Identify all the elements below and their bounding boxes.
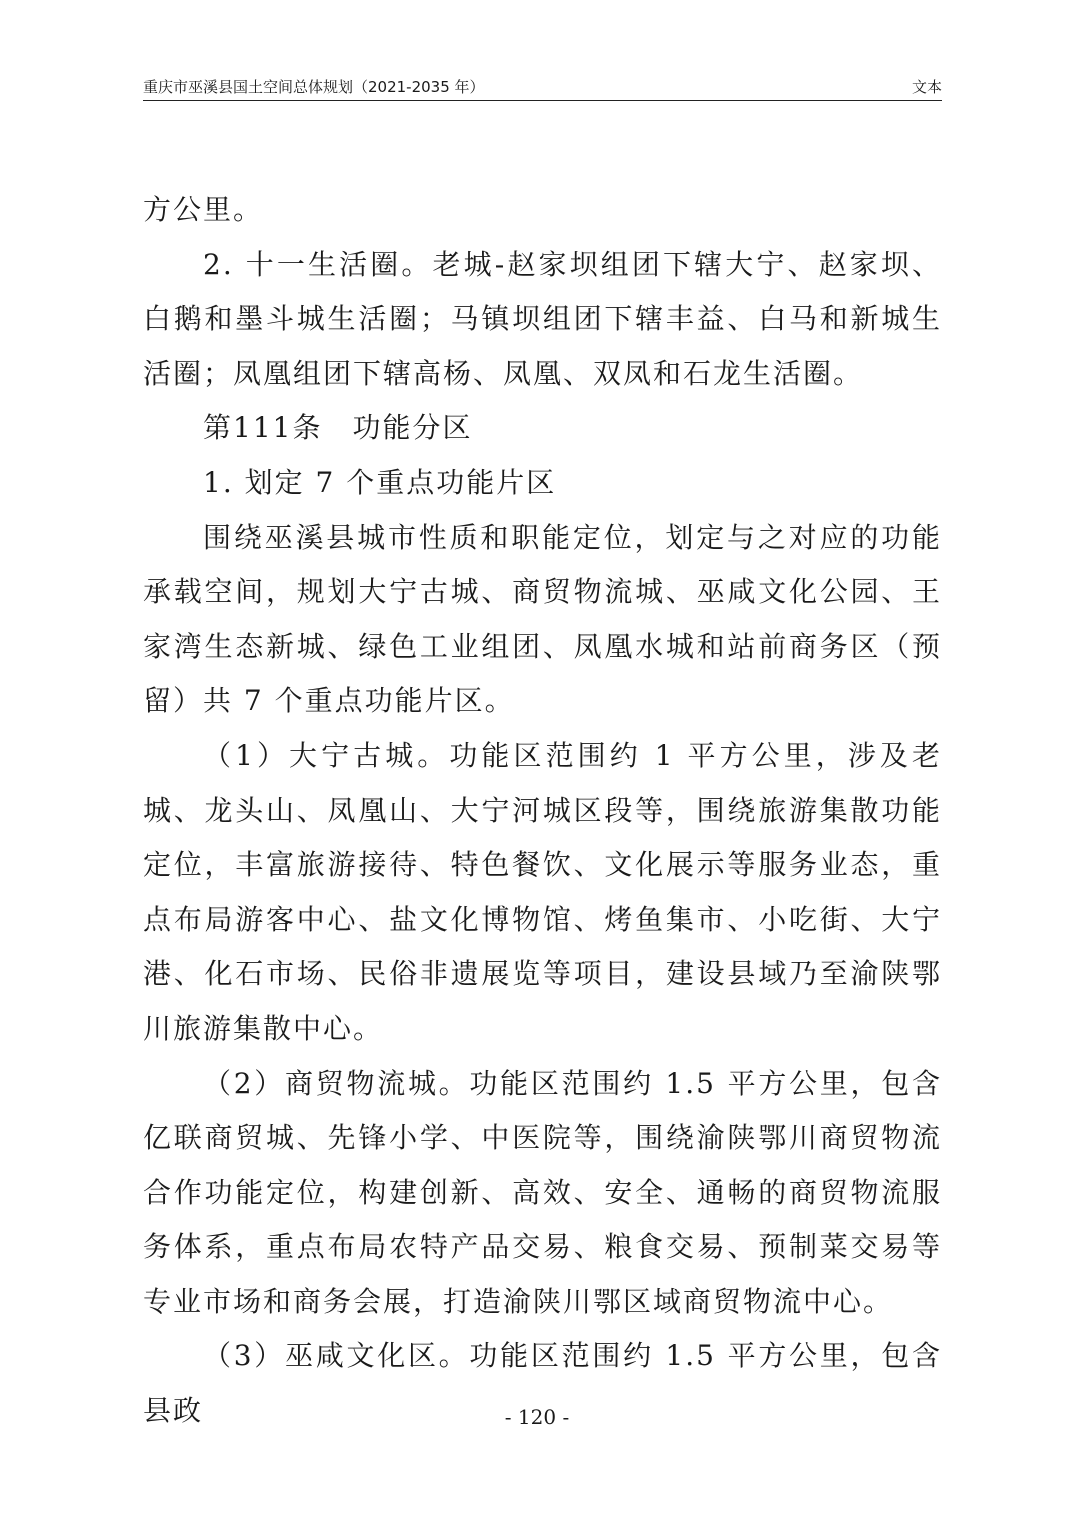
paragraph-wuxian-culture-zone: （3）巫咸文化区。功能区范围约 1.5 平方公里，包含县政 (143, 1339, 942, 1428)
paragraph-function-zones: 围绕巫溪县城市性质和职能定位，划定与之对应的功能承载空间，规划大宁古城、商贸物流城、巫咸文化公园、王家湾生态新城、绿色工业组团、凤凰水城和站前商务区（预留）共 7 个重点功能片区。 (143, 520, 942, 718)
section-heading: 1. 划定 7 个重点功能片区 (203, 465, 557, 499)
article-heading: 第111条 功能分区 (203, 411, 473, 445)
body-text (143, 183, 942, 1439)
header-title: 重庆市巫溪县国土空间总体规划（2021-2035 年） (143, 78, 485, 96)
paragraph-trade-logistics-city: （2）商贸物流城。功能区范围约 1.5 平方公里，包含亿联商贸城、先锋小学、中医院等，围绕渝陕鄂川商贸物流合作功能定位，构建创新、高效、安全、通畅的商贸物流服务体系，重点布局农特产品交易、粮食交易、预制菜交易等专业市场和商务会展，打造渝陕川鄂区域商贸物流中心。 (143, 1066, 942, 1318)
paragraph-daning-ancient-city: （1）大宁古城。功能区范围约 1 平方公里，涉及老城、龙头山、凤凰山、大宁河城区段等，围绕旅游集散功能定位，丰富旅游接待、特色餐饮、文化展示等服务业态，重点布局游客中心、盐文化博物馆、烤鱼集市、小吃街、大宁港、化石市场、民俗非遗展览等项目，建设县域乃至渝陕鄂川旅游集散中心。 (143, 738, 942, 1045)
page-header (143, 78, 942, 101)
paragraph-continuation: 方公里。 (143, 193, 264, 226)
header-doc-type: 文本 (911, 78, 942, 96)
page-number: - 120 - (504, 1405, 570, 1429)
paragraph-living-circles: 2. 十一生活圈。老城-赵家坝组团下辖大宁、赵家坝、白鹅和墨斗城生活圈；马镇坝组团下辖丰益、白马和新城生活圈；凤凰组团下辖高杨、凤凰、双凤和石龙生活圈。 (143, 247, 942, 390)
